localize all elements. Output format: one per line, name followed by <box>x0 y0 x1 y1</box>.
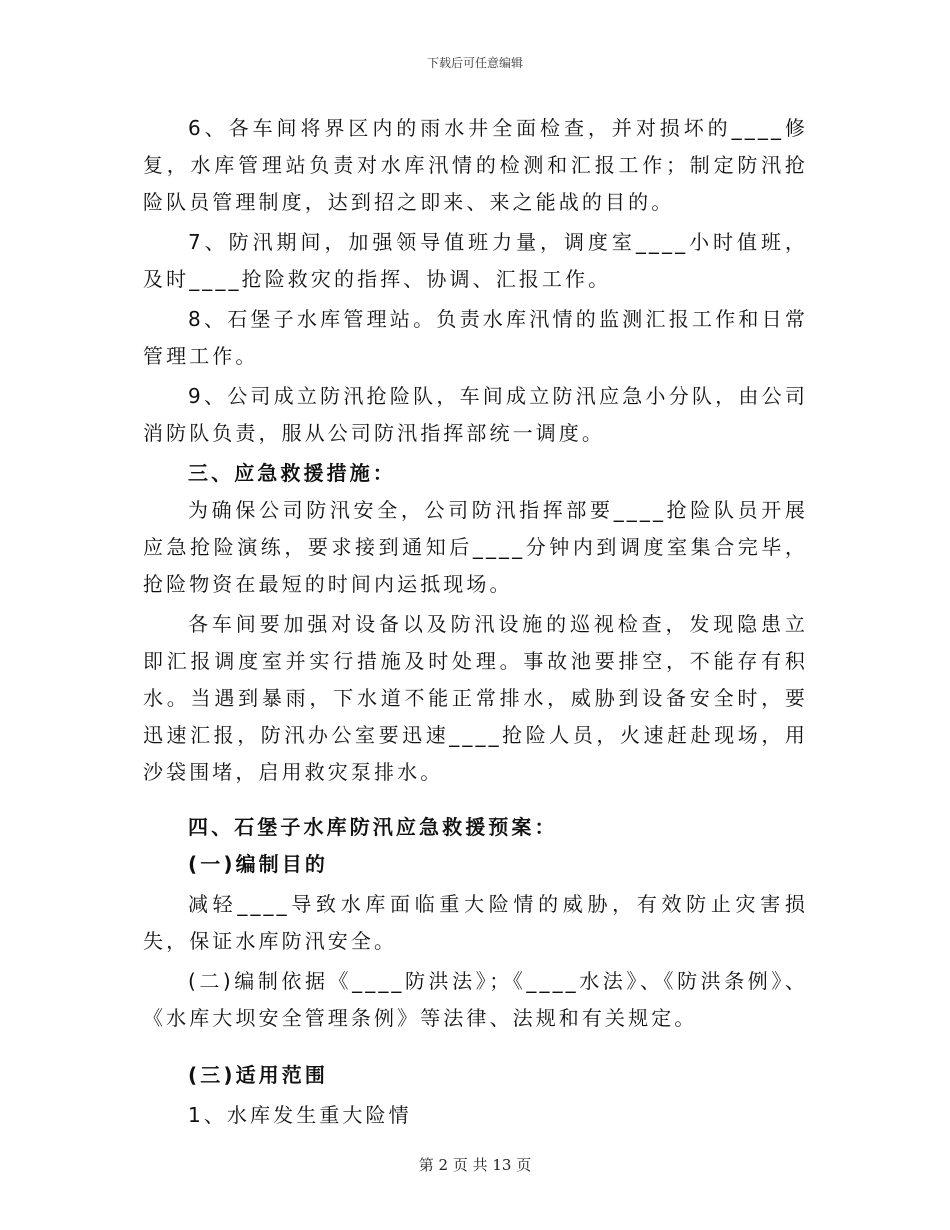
paragraph-basis: (二)编制依据《____防洪法》；《____水法》、《防洪条例》、《水库大坝安全管理条例》等法律、法规和有关规定。 <box>143 969 808 1030</box>
subsection-heading-scope: (三)适用范围 <box>188 1063 328 1087</box>
paragraph-item-6: 6、各车间将界区内的雨水井全面检查，并对损坏的____修复，水库管理站负责对水库汛情的检测和汇报工作；制定防汛抢险队员管理制度，达到招之即来、来之能战的目的。 <box>143 116 808 214</box>
paragraph-purpose: 减轻____导致水库面临重大险情的威胁，有效防止灾害损失，保证水库防汛安全。 <box>143 892 808 953</box>
section-heading-reservoir-plan: 四、石堡子水库防汛应急救援预案： <box>188 815 558 839</box>
page-header: 下载后可任意编辑 <box>426 56 523 70</box>
paragraph-inspection: 各车间要加强对设备以及防汛设施的巡视检查，发现隐患立即汇报调度室并实行措施及时处理。事故池要排空，不能存有积水。当遇到暴雨，下水道不能正常排水，威胁到设备安全时，要迅速汇报，防汛办公室要迅速____抢险人员，火速赶赴现场，用沙袋围堵，启用救灾泵排水。 <box>143 612 808 784</box>
subsection-heading-purpose: (一)编制目的 <box>188 852 328 876</box>
document-body <box>143 110 808 1134</box>
section-heading-emergency-measures: 三、应急救援措施： <box>188 461 396 485</box>
paragraph-item-7: 7、防汛期间，加强领导值班力量，调度室____小时值班，及时____抢险救灾的指挥、协调、汇报工作。 <box>143 230 808 291</box>
paragraph-item-9: 9、公司成立防汛抢险队，车间成立防汛应急小分队，由公司消防队负责，服从公司防汛指挥部统一调度。 <box>143 384 808 445</box>
paragraph-emergency-drill: 为确保公司防汛安全，公司防汛指挥部要____抢险队员开展应急抢险演练，要求接到通知后____分钟内到调度室集合完毕，抢险物资在最短的时间内运抵现场。 <box>143 498 808 596</box>
page-footer: 第 2 页 共 13 页 <box>418 1156 532 1174</box>
paragraph-scope-item-1: 1、水库发生重大险情 <box>188 1103 412 1127</box>
paragraph-item-8: 8、石堡子水库管理站。负责水库汛情的监测汇报工作和日常管理工作。 <box>143 307 808 368</box>
